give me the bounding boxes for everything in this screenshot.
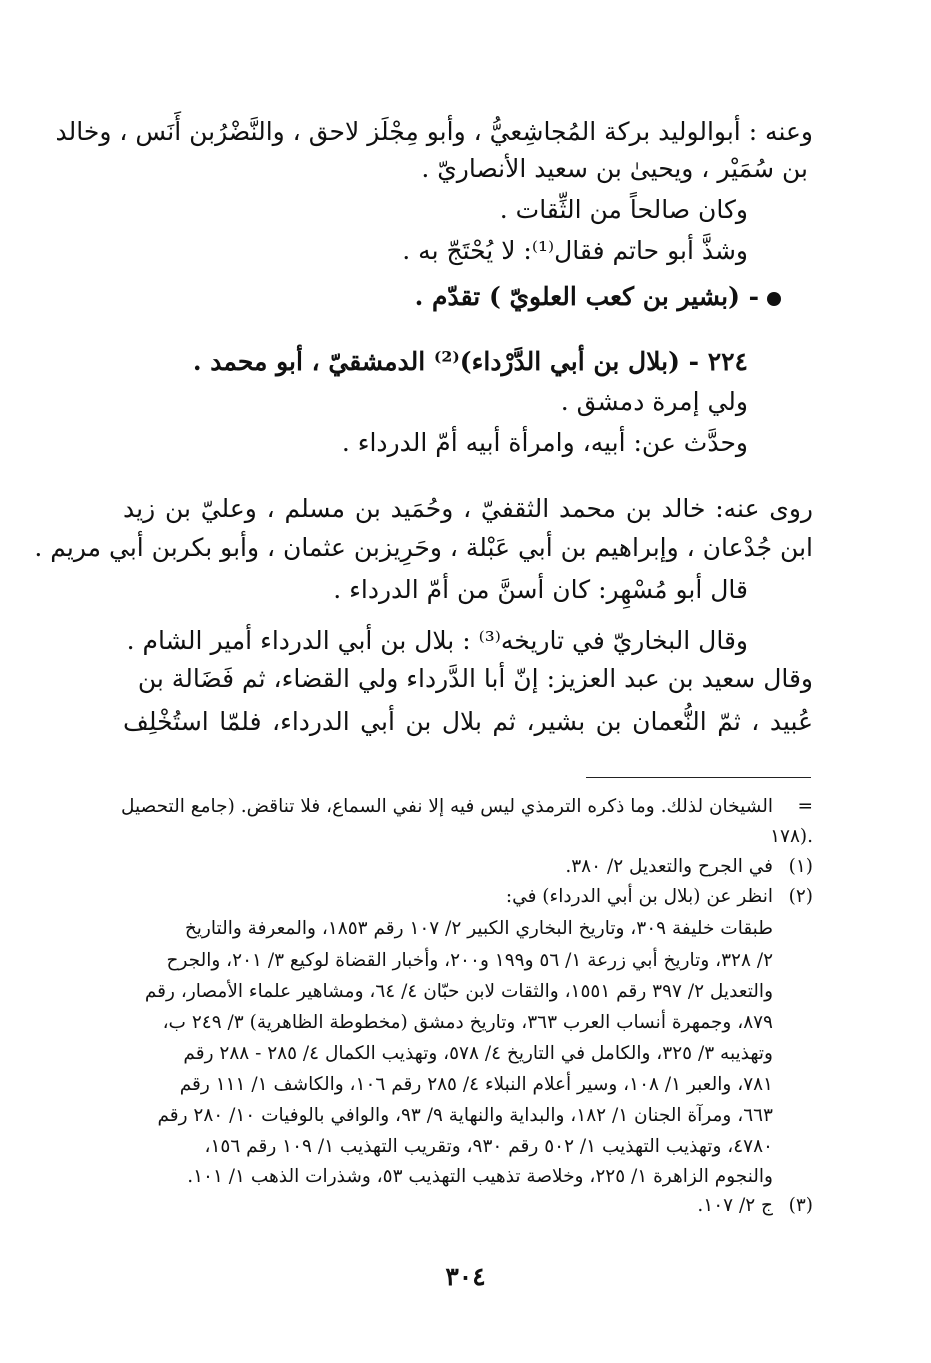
text-line-12: وقال البخاريّ في تاريخه⁽³⁾ : بلال بن أبي الدرداء أمير الشام . (126, 626, 748, 655)
footnote-line-11 (113, 1101, 813, 1131)
text-line-7: ولي إمرة دمشق . (560, 387, 748, 416)
text-line-13: وقال سعيد بن عبد العزيز: إنّ أبا الدَّرداء ولي القضاء، ثم فَضَالة بن (137, 664, 813, 693)
footnote-line-3 (113, 852, 813, 882)
footnote-text: ٢/ ٣٢٨، وتاريخ أبي زرعة ١/ ٥٦ و١٩٩ و٢٠٠، وأخبار القضاة لوكيع ٣/ ٢٠١، والجرح (166, 950, 773, 971)
footnote-marker: (٢) (788, 886, 813, 907)
footnote-text: ٦٦٣، ومرآة الجنان ١/ ١٨٢، والبداية والنهاية ٩/ ٩٣، والوافي بالوفيات ١٠/ ٢٨٠ رقم (157, 1105, 773, 1126)
footnote-marker: = (797, 796, 813, 817)
footnote-line-8 (113, 1008, 813, 1038)
text-line-10: ابن جُدْعان ، وإبراهيم بن أبي عَبْلة ، وحَرِيزبن عثمان ، وأبو بكربن أبي مريم . (34, 533, 813, 562)
footnote-text: ١٧٨). (770, 826, 813, 847)
footnote-text: انظر عن (بلال بن أبي الدرداء) في: (505, 886, 773, 907)
text-line-3: وكان صالحاً من الثِّقات . (499, 195, 748, 224)
footnote-line-10 (113, 1070, 813, 1100)
footnote-text: طبقات خليفة ٣٠٩، وتاريخ البخاري الكبير ٢/ ١٠٧ رقم ١٨٥٣، والمعرفة والتاريخ (184, 918, 773, 939)
footnote-line-5 (113, 914, 813, 944)
footnote-text: في الجرح والتعديل ٢/ ٣٨٠. (565, 856, 773, 877)
footnote-text: وتهذيبه ٣/ ٣٢٥، والكامل في التاريخ ٤/ ٥٧٨، وتهذيب الكمال ٤/ ٢٨٥ - ٢٨٨ رقم (183, 1043, 773, 1064)
bullet-entry-text: - (بشير بن كعب العلويّ ) تقدّم . (414, 282, 759, 311)
footnote-line-14 (113, 1191, 813, 1221)
footnote-marker: (١) (788, 856, 813, 877)
text-line-2: بن سُمَيْر ، ويحيىٰ بن سعيد الأنصاريّ . (421, 154, 808, 183)
footnote-text: ج ٢/ ١٠٧. (697, 1195, 773, 1216)
footnote-separator (586, 777, 811, 778)
bullet-entry (121, 279, 781, 315)
text-line-4: وشذَّ أبو حاتم فقال⁽¹⁾: لا يُحْتَجّ به . (402, 236, 748, 265)
footnote-line-7 (113, 977, 813, 1007)
text-line-14: عُبيد ، ثمّ النُّعمان بن بشير، ثم بلال بن أبي الدرداء، فلمّا استُخْلِف (123, 707, 813, 736)
text-line-9: روى عنه: خالد بن محمد الثقفيّ ، وحُمَيد بن مسلم ، وعليّ بن زيد (123, 494, 813, 523)
footnote-marker: (٣) (788, 1195, 813, 1216)
footnote-text: والنجوم الزاهرة ١/ ٢٢٥، وخلاصة تذهيب التهذيب ٥٣، وشذرات الذهب ١/ ١٠١. (187, 1166, 773, 1187)
footnote-line-2 (153, 822, 813, 852)
footnote-text: ٧٨١، والعبر ١/ ١٠٨، وسير أعلام النبلاء ٤/ ٢٨٥ رقم ١٠٦، والكاشف ١/ ١١١ رقم (179, 1074, 773, 1095)
bullet-icon (767, 292, 781, 306)
text-line-1: وعنه : أبوالوليد بركة المُجاشِعيُّ ، وأبو مِجْلَز لاحق ، والنَّضْرُبن أَنَس ، وخالد (55, 117, 813, 146)
footnote-line-9 (113, 1039, 813, 1069)
footnote-line-6 (113, 946, 813, 976)
text-line-11: قال أبو مُسْهِر: كان أسنَّ من أمّ الدرداء . (333, 575, 748, 604)
text-line-8: وحدَّث عن: أبيه، وامرأة أبيه أمّ الدرداء . (341, 428, 748, 457)
page-number: ٣٠٤ (445, 1262, 486, 1291)
footnote-line-1 (113, 792, 813, 822)
entry-heading-224: ٢٢٤ - (بلال بن أبي الدَّرْداء)⁽²⁾ الدمشقيّ ، أبو محمد . (192, 347, 748, 376)
footnote-line-13 (113, 1162, 813, 1192)
footnote-text: ٨٧٩، وجمهرة أنساب العرب ٣٦٣، وتاريخ دمشق (مخطوطة الظاهرية) ٣/ ٢٤٩ ب، (162, 1012, 773, 1033)
footnote-text: الشيخان لذلك. وما ذكره الترمذي ليس فيه إلا نفي السماع، فلا تناقض. (جامع التحصيل (120, 796, 773, 817)
footnote-text: والتعديل ٢/ ٣٩٧ رقم ١٥٥١، والثقات لابن حبّان ٤/ ٦٤، ومشاهير علماء الأمصار، رقم (144, 981, 773, 1002)
footnote-line-12 (113, 1132, 813, 1162)
footnote-text: ٤٧٨٠، وتهذيب التهذيب ١/ ٥٠٢ رقم ٩٣٠، وتقريب التهذيب ١/ ١٠٩ رقم ١٥٦، (204, 1136, 773, 1157)
footnote-line-4 (113, 882, 813, 912)
